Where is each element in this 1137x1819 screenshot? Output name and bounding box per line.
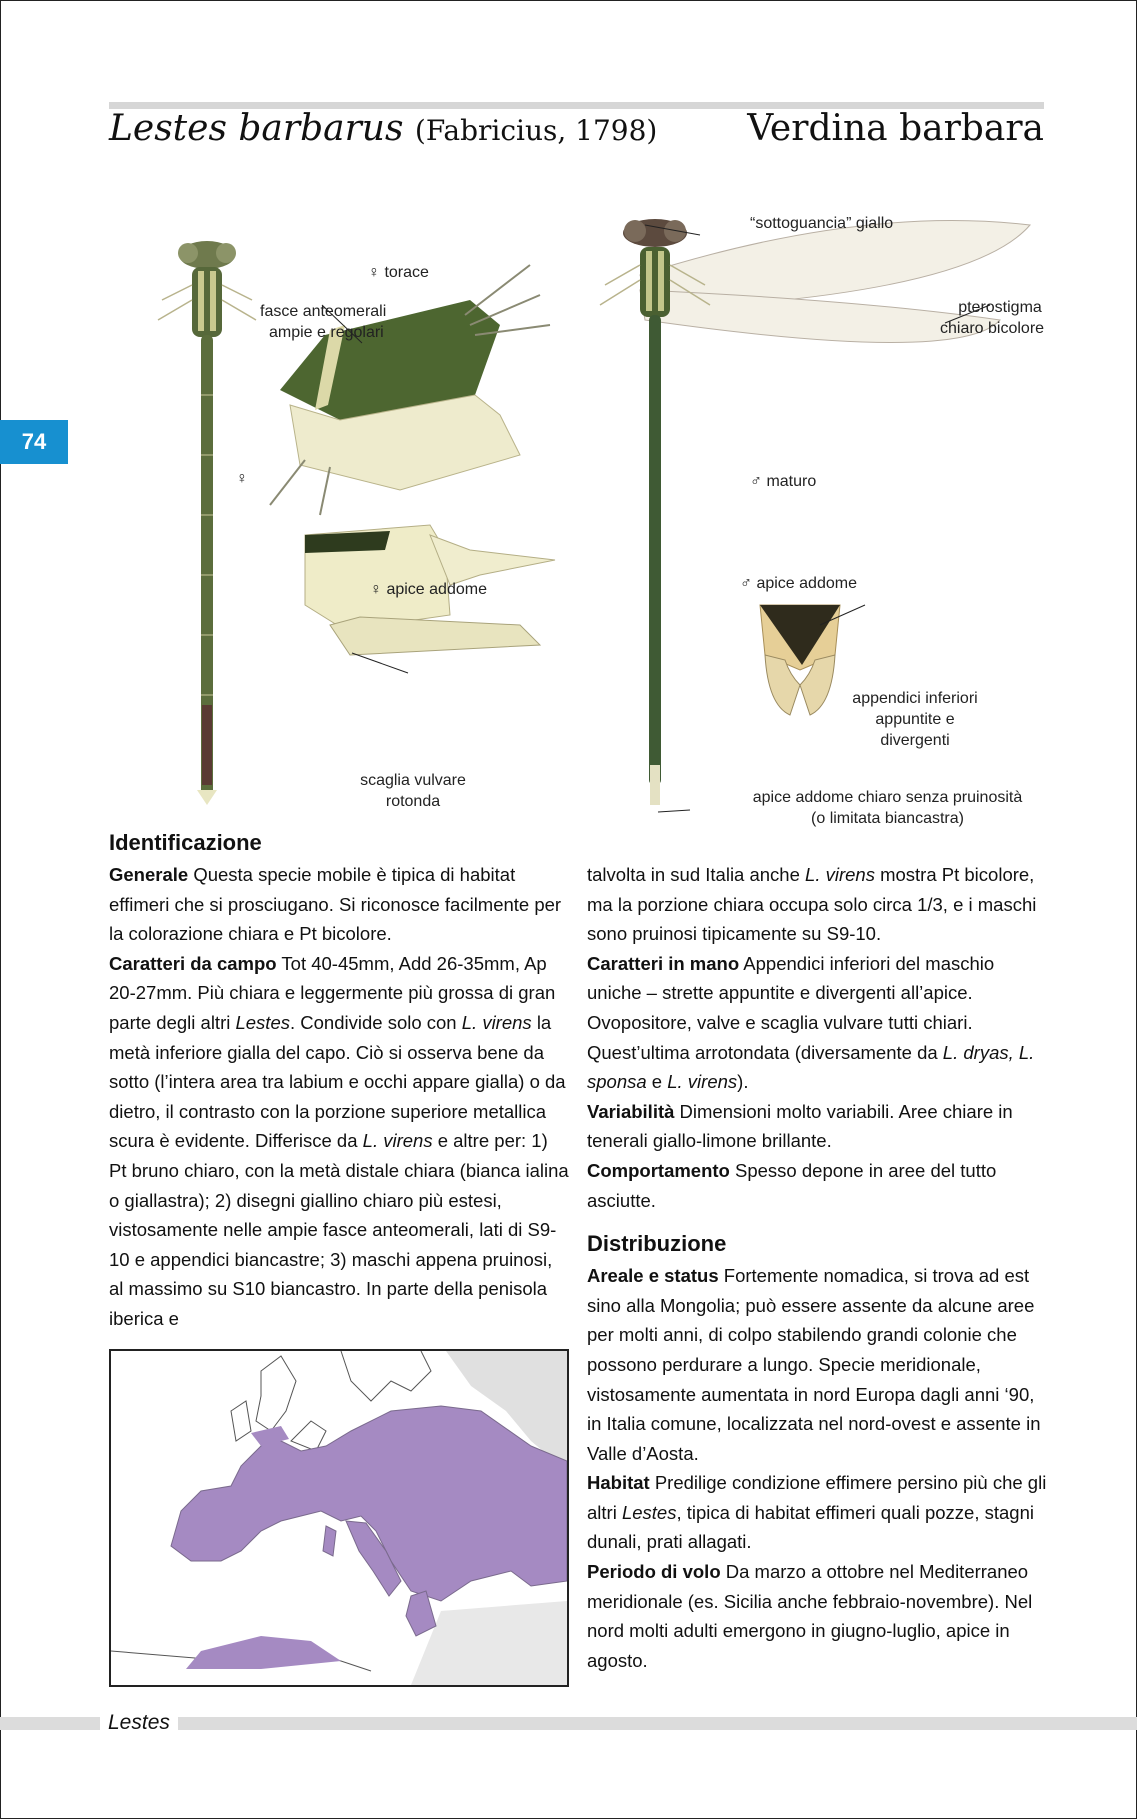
cont-lvirens: L. virens bbox=[805, 864, 875, 885]
distribution-heading: Distribuzione bbox=[587, 1231, 727, 1257]
general-text: Questa specie mobile è tipica di habitat effimeri che si prosciugano. Si riconosce facilmente per la colorazione chiara e Pt bicolore. bbox=[109, 864, 562, 945]
species-authority: (Fabricius, 1798) bbox=[414, 114, 658, 147]
in-hand-text: Appendici inferiori del maschio uniche – strette appuntite e divergenti all’apice. Ovopositore, valve e scaglia vulvare tutti chiari. Quest’ultima arrotondata (diversamente da bbox=[587, 952, 995, 1063]
label-male-mature: ♂ maturo bbox=[750, 473, 817, 490]
habitat-paragraph bbox=[587, 1468, 1047, 1557]
label-appendages-2: appuntite e bbox=[875, 711, 955, 728]
common-name: Verdina barbara bbox=[747, 108, 1044, 149]
label-appendages-3: divergenti bbox=[880, 732, 950, 749]
identification-continued bbox=[587, 860, 1047, 949]
label-abdomen-tip-1: apice addome chiaro senza pruinosità bbox=[752, 789, 1023, 806]
in-hand-paragraph bbox=[587, 949, 1047, 1097]
left-column bbox=[109, 826, 570, 1334]
habitat-lestes: Lestes bbox=[621, 1501, 677, 1523]
europe-range-map bbox=[111, 1351, 567, 1685]
label-antehumeral-1: fasce anteomerali bbox=[260, 303, 387, 320]
field-text-4: e altre per: 1) Pt bruno chiaro, con la metà distale chiara (bianca ialina o giallastra); 2) disegni giallino chiaro più estesi, vistosamente nelle ampie fasce anteomerali, lati di S9-10 e appendici biancastre; 3) maschi appena pruinosi, al massimo su S10 biancastro. In parte della penisola iberica e bbox=[109, 1130, 569, 1329]
label-antehumeral-2: ampie e regolari bbox=[269, 324, 384, 341]
in-hand-label: Caratteri in mano bbox=[587, 952, 740, 974]
variability-paragraph bbox=[587, 1097, 1047, 1156]
right-column bbox=[587, 860, 1047, 1675]
habitat-text-2: , tipica di habitat effimeri quali pozze, stagni dunali, prati allagati. bbox=[587, 1501, 1034, 1553]
range-paragraph bbox=[587, 1261, 1047, 1468]
behaviour-paragraph bbox=[587, 1156, 1047, 1215]
field-text-1: Tot 40-45mm, Add 26-35mm, Ap 20-27mm. Più chiara e leggermente più grossa di gran parte degli altri bbox=[109, 952, 556, 1033]
in-hand-and: e bbox=[651, 1071, 663, 1093]
female-dragonfly-drawing bbox=[158, 241, 256, 805]
label-cheek: “sottoguancia” giallo bbox=[750, 215, 894, 232]
field-characters-paragraph bbox=[109, 949, 570, 1334]
field-lvirens-2: L. virens bbox=[362, 1130, 433, 1152]
label-female-thorax: ♀ torace bbox=[368, 264, 429, 281]
range-label: Areale e status bbox=[587, 1265, 719, 1287]
label-vulvar-1: scaglia vulvare bbox=[360, 772, 466, 789]
field-text-2: . Condivide solo con bbox=[290, 1011, 457, 1033]
variability-label: Variabilità bbox=[587, 1100, 675, 1122]
label-vulvar-2: rotonda bbox=[385, 793, 441, 810]
field-text-3: la metà inferiore gialla del capo. Ciò si osserva bene da sotto (l’intera area tra labium e occhi appare gialla) o da dietro, il contrasto con la porzione superiore metallica scura è evidente. Differisce da bbox=[109, 1011, 566, 1152]
cont-text-1: talvolta in sud Italia anche bbox=[587, 864, 800, 885]
general-paragraph bbox=[109, 860, 570, 949]
label-female-abdomen-tip: ♀ apice addome bbox=[370, 581, 487, 598]
field-characters-label: Caratteri da campo bbox=[109, 952, 277, 974]
field-lestes: Lestes bbox=[235, 1011, 290, 1033]
flight-period-text: Da marzo a ottobre nel Mediterraneo meridionale (es. Sicilia anche febbraio-novembre). Nel nord molti adulti emergono in giugno-luglio, apice in agosto. bbox=[587, 1561, 1033, 1671]
behaviour-text: Spesso depone in aree del tutto asciutte. bbox=[587, 1159, 997, 1211]
identification-heading: Identificazione bbox=[109, 830, 262, 855]
label-male-abdomen-tip: ♂ apice addome bbox=[740, 575, 857, 592]
in-hand-end: ). bbox=[737, 1071, 749, 1093]
general-label: Generale bbox=[109, 864, 189, 885]
field-lvirens-1: L. virens bbox=[461, 1011, 532, 1033]
in-hand-ldryas: L. dryas, bbox=[942, 1041, 1014, 1063]
illustration-plate bbox=[100, 205, 1045, 845]
footer-section-label: Lestes bbox=[100, 1709, 178, 1737]
habitat-text-1: Predilige condizione effimere persino più che gli altri bbox=[587, 1472, 1047, 1523]
distribution-map bbox=[109, 1349, 569, 1687]
cont-text-2: mostra Pt bicolore, ma la porzione chiara occupa solo circa 1/3, e i maschi sono pruinosi tipicamente su S9-10. bbox=[587, 864, 1037, 945]
label-appendages-1: appendici inferiori bbox=[852, 690, 978, 707]
range-text: Fortemente nomadica, si trova ad est sino alla Mongolia; può essere assente da alcune aree per molti anni, di colpo stabilendo grandi colonie che possono perdurare a lungo. Specie meridionale, vistosamente aumentata in nord Europa dagli anni ‘90, in Italia comune, localizzata nel nord-ovest e assente in Valle d’Aosta. bbox=[587, 1265, 1041, 1464]
flight-period-paragraph bbox=[587, 1557, 1047, 1675]
label-pterostigma-2: chiaro bicolore bbox=[940, 320, 1045, 337]
flight-period-label: Periodo di volo bbox=[587, 1561, 721, 1583]
in-hand-lsponsa: L. sponsa bbox=[587, 1041, 1035, 1093]
label-female: ♀ bbox=[236, 470, 248, 487]
page-number-tab: 74 bbox=[0, 420, 68, 464]
label-abdomen-tip-2: (o limitata biancastra) bbox=[811, 810, 964, 827]
in-hand-lvirens: L. virens bbox=[667, 1071, 738, 1093]
page-title bbox=[109, 108, 1044, 158]
variability-text: Dimensioni molto variabili. Aree chiare in tenerali giallo-limone brillante. bbox=[587, 1100, 1013, 1152]
behaviour-label: Comportamento bbox=[587, 1159, 730, 1181]
label-pterostigma-1: pterostigma bbox=[958, 299, 1042, 316]
habitat-label: Habitat bbox=[587, 1472, 650, 1494]
scientific-name: Lestes barbarus bbox=[109, 108, 404, 149]
